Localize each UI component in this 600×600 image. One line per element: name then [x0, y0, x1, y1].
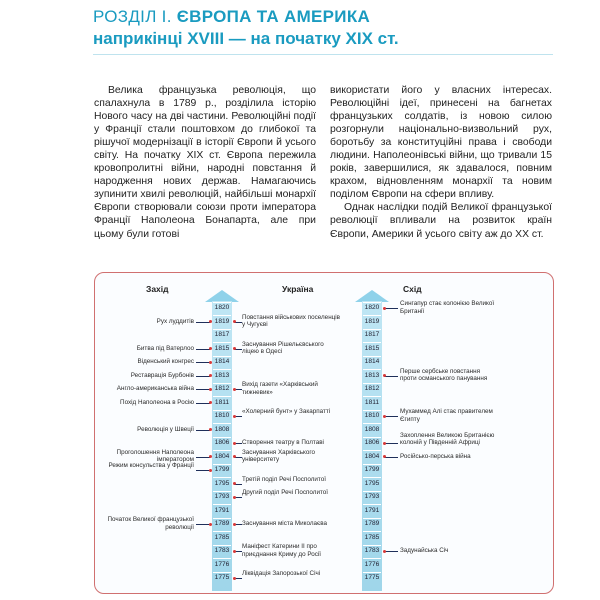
timeline-event-west: Революція у Швеції	[137, 425, 194, 433]
year-label: 1814	[364, 358, 380, 365]
year-label: 1808	[214, 425, 230, 433]
timeline-event-east: Російсько-перська війна	[400, 452, 471, 460]
year-label: 1789	[364, 520, 380, 527]
event-marker-dot	[209, 428, 212, 431]
event-pointer-line	[384, 416, 398, 417]
timeline-event-east: Перше сербське повстання проти османського панування	[400, 367, 488, 383]
timeline-event-east: Задунайська Січ	[400, 547, 449, 555]
event-marker-dot	[383, 550, 386, 553]
event-pointer-line	[384, 376, 398, 377]
event-pointer-line	[384, 443, 398, 444]
timeline-event-ukraine: Заснування Харківського університету	[242, 448, 316, 464]
event-pointer-line	[384, 308, 398, 309]
event-marker-dot	[209, 388, 212, 391]
event-marker-dot	[209, 469, 212, 472]
year-label: 1808	[364, 425, 380, 433]
event-marker-dot	[233, 523, 236, 526]
event-pointer-line	[196, 389, 210, 390]
year-label: 1776	[214, 560, 230, 568]
event-marker-dot	[233, 550, 236, 553]
timeline-event-ukraine: Заснування міста Миколаєва	[242, 520, 328, 528]
event-pointer-line	[196, 524, 210, 525]
year-label: 1814	[214, 358, 230, 365]
event-pointer-line	[196, 430, 210, 431]
timeline-heading-ukraine: Україна	[282, 284, 314, 294]
year-label: 1806	[214, 439, 230, 446]
timeline-event-ukraine: Маніфест Катерини II про приєднання Криму до Росії	[242, 543, 322, 558]
timeline-event-west: Віденський конгрес	[137, 358, 194, 366]
year-label: 1817	[364, 331, 380, 338]
timeline-event-east: Сингапур стає колонією Великої Британії	[400, 300, 495, 315]
event-marker-dot	[383, 374, 386, 377]
timeline-event-ukraine: Повстання військових поселенців у Чугуєві	[242, 313, 341, 329]
event-marker-dot	[233, 455, 236, 458]
section-subtitle: наприкінці XVIII — на початку XIX ст.	[93, 29, 399, 48]
year-label: 1813	[214, 371, 230, 379]
timeline-event-west: Битва під Ватерлоо	[136, 344, 194, 352]
year-label: 1804	[214, 452, 230, 460]
timeline-heading-east: Схід	[403, 284, 422, 294]
year-label: 1811	[214, 398, 230, 406]
event-pointer-line	[384, 551, 398, 552]
year-label: 1793	[364, 493, 380, 500]
year-label: 1799	[364, 466, 380, 473]
year-label: 1812	[364, 385, 380, 392]
event-marker-dot	[209, 401, 212, 404]
year-label: 1810	[364, 412, 380, 419]
event-pointer-line	[196, 349, 210, 350]
timeline-event-ukraine: Другий поділ Речі Посполитої	[242, 489, 329, 497]
event-marker-dot	[233, 482, 236, 485]
year-label: 1812	[214, 385, 230, 392]
year-label: 1819	[364, 317, 380, 325]
year-label: 1785	[364, 533, 380, 541]
timeline-event-east: Мухаммед Алі стає правителем Єгипту	[400, 408, 493, 423]
year-label: 1791	[364, 506, 380, 514]
event-marker-dot	[383, 442, 386, 445]
timeline-event-ukraine: Ліквідація Запорозької Січі	[242, 570, 321, 578]
timeline-event-west: Рух луддитів	[156, 317, 194, 325]
year-label: 1775	[364, 574, 380, 581]
year-label: 1775	[214, 574, 230, 581]
timeline-event-ukraine: Третій поділ Речі Посполитої	[242, 475, 326, 483]
year-label: 1785	[214, 533, 230, 541]
event-marker-dot	[233, 496, 236, 499]
chapter-heading	[93, 6, 573, 28]
event-marker-dot	[209, 347, 212, 350]
timeline-event-east: Захоплення Великою Британією колоній у Південній Африці	[400, 431, 495, 447]
event-marker-dot	[209, 320, 212, 323]
paragraph-1-continued: використати його у власних інтересах. Революційні ідеї, принесені на багнетах французьких солдатів, із новою силою розгорнули національно-визвольний рух, боротьбу за конституційні права і свободи людини. Наполеонівські війни, що тривали 15 років, завершилися, як здавалося, повним крахом, відновленням монархії та новим поділом Європи на сфери впливу.	[330, 85, 552, 201]
paragraph-2: Однак наслідки подій Великої французької революції впливали на розвиток країн Європи, Америки й усього світу аж до XX ст.	[330, 202, 552, 240]
year-label: 1815	[214, 344, 230, 352]
event-marker-dot	[209, 523, 212, 526]
timeline-event-ukraine: «Холерний бунт» у Закарпатті	[242, 408, 331, 416]
year-label: 1810	[214, 412, 230, 419]
paragraph-1: Велика французька революція, що спалахнула в 1789 р., розділила історію Нового часу на дві частини. Революційні події у Франції стали поштовхом до глибокої та рішучої модернізації в історії Європи й усього світу. На початку XIX ст. Європа пережила кровопролитні війни, народні повстання й народження нових держав. Намагаючись зупинити хвилі революцій, найбільші монархії Європи створювали союзи проти імператора Франції Наполеона Бонапарта, але при цьому були готові	[94, 85, 316, 240]
timeline-event-ukraine: Вихід газети «Харківський тижневик»	[242, 381, 318, 396]
timeline-event-west: Англо-американська війна	[116, 385, 194, 393]
event-marker-dot	[233, 577, 236, 580]
event-pointer-line	[196, 322, 210, 323]
year-label: 1783	[214, 547, 230, 554]
event-marker-dot	[233, 347, 236, 350]
year-label: 1789	[214, 520, 230, 527]
year-label: 1791	[214, 506, 230, 514]
year-label: 1776	[364, 560, 380, 568]
year-label: 1783	[364, 547, 380, 554]
event-marker-dot	[383, 415, 386, 418]
event-pointer-line	[196, 470, 210, 471]
text-column-right	[330, 84, 552, 241]
timeline-event-ukraine: Заснування Рішельєвського ліцею в Одесі	[242, 340, 324, 356]
year-label: 1820	[214, 304, 230, 311]
year-label: 1817	[214, 331, 230, 338]
timeline-event-west: Проголошення Наполеона імператором	[116, 448, 194, 464]
header-divider	[93, 54, 553, 55]
timeline-event-west: Режим консульства у Франції	[108, 462, 194, 470]
timeline-heading-west: Захід	[146, 284, 169, 294]
event-pointer-line	[196, 457, 210, 458]
year-label: 1793	[214, 493, 230, 500]
timeline-event-west: Початок Великої французької революції	[107, 516, 194, 531]
event-pointer-line	[196, 362, 210, 363]
year-label: 1813	[364, 371, 380, 379]
year-label: 1795	[364, 479, 380, 487]
event-pointer-line	[196, 403, 210, 404]
event-marker-dot	[233, 388, 236, 391]
event-pointer-line	[384, 457, 398, 458]
timeline-event-ukraine: Створення театру в Полтаві	[242, 439, 324, 447]
event-marker-dot	[209, 455, 212, 458]
event-marker-dot	[233, 320, 236, 323]
chapter-header	[93, 6, 573, 50]
year-label: 1815	[364, 344, 380, 352]
event-marker-dot	[383, 307, 386, 310]
event-marker-dot	[233, 442, 236, 445]
year-label: 1811	[364, 398, 380, 406]
year-label: 1799	[214, 466, 230, 473]
year-label: 1795	[214, 479, 230, 487]
event-pointer-line	[196, 376, 210, 377]
year-label: 1804	[364, 452, 380, 460]
event-marker-dot	[383, 455, 386, 458]
event-marker-dot	[209, 374, 212, 377]
section-number: РОЗДІЛ І.	[93, 7, 172, 26]
year-label: 1806	[364, 439, 380, 446]
text-column-left	[94, 84, 316, 241]
timeline-event-west: Реставрація Бурбонів	[130, 371, 194, 379]
year-label: 1819	[214, 317, 230, 325]
year-label: 1820	[364, 304, 380, 311]
timeline-event-west: Похід Наполеона в Росію	[120, 398, 194, 406]
event-marker-dot	[233, 415, 236, 418]
section-title: ЄВРОПА ТА АМЕРИКА	[176, 7, 371, 26]
event-marker-dot	[209, 361, 212, 364]
